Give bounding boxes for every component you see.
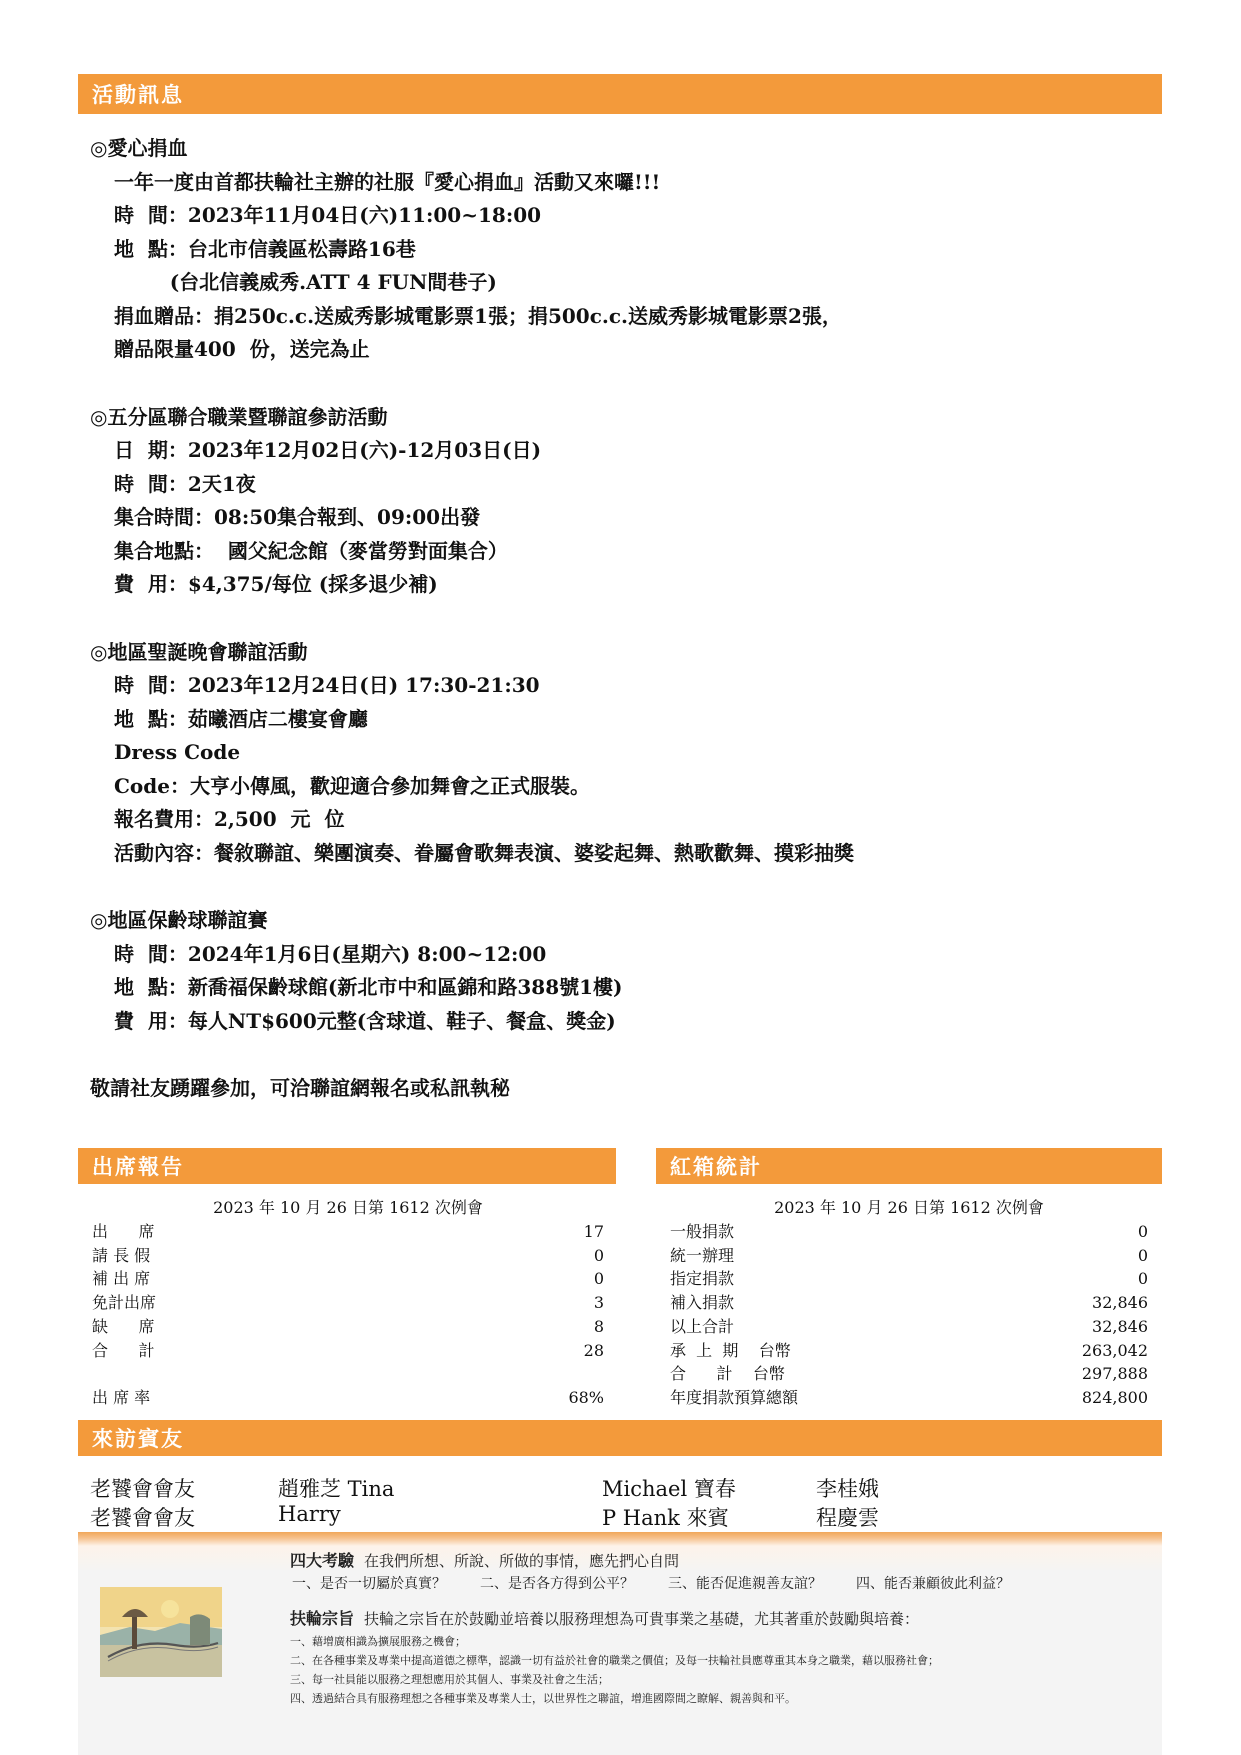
redbox-label: 合 計 台幣	[670, 1364, 785, 1384]
attendance-header-bar	[78, 1148, 616, 1184]
attendance-row	[92, 1220, 604, 1244]
activity-block	[90, 904, 1150, 1038]
attendance-value: 8	[593, 1316, 604, 1336]
redbox-row	[670, 1386, 1148, 1410]
visitor-name: P Hank 來賓	[602, 1506, 729, 1530]
redbox-value: 297,888	[1081, 1364, 1148, 1384]
attendance-value: 17	[583, 1222, 604, 1241]
redbox-meeting: 2023 年 10 月 26 日第 1612 次例會	[774, 1198, 1044, 1217]
four-way-test-intro: 在我們所想、所說、所做的事情，應先捫心自問	[364, 1552, 680, 1570]
attendance-value: 0	[593, 1245, 604, 1265]
visitors-list	[90, 1473, 1150, 1531]
redbox-header-title: 紅箱統計	[670, 1154, 762, 1179]
redbox-value: 0	[1137, 1245, 1148, 1265]
attendance-rate-value: 68%	[568, 1387, 604, 1407]
attendance-label: 補 出 席	[92, 1269, 151, 1289]
landscape-painting-image	[100, 1587, 222, 1677]
visitors-header-bar	[78, 1420, 1162, 1456]
activity-detail-line: 地 點：台北市信義區松壽路16巷	[114, 236, 416, 261]
redbox-label: 以上合計	[670, 1316, 735, 1336]
activity-detail-line: 集合時間：08:50集合報到、09:00出發	[114, 505, 481, 529]
activity-detail-line: 時 間：2024年1月6日(星期六) 8:00~12:00	[114, 941, 547, 966]
attendance-label: 缺 席	[92, 1316, 155, 1336]
activity-header-bar	[78, 74, 1162, 114]
activity-detail-line: Dress Code	[114, 740, 241, 764]
visitor-name: 李桂娥	[816, 1477, 879, 1501]
activity-detail-line: 費 用：每人NT$600元整(含球道、鞋子、餐盒、獎金)	[114, 1008, 616, 1033]
activity-title: ◎愛心捐血	[90, 136, 188, 160]
redbox-row	[670, 1220, 1148, 1244]
redbox-row	[670, 1291, 1148, 1315]
activity-detail-line: 地 點：新喬福保齡球館(新北市中和區錦和路388號1樓)	[114, 975, 623, 999]
redbox-table	[670, 1196, 1148, 1410]
redbox-row	[670, 1244, 1148, 1268]
attendance-label: 請 長 假	[92, 1245, 151, 1265]
redbox-label: 一般捐款	[670, 1222, 735, 1241]
four-way-questions	[290, 1572, 1150, 1596]
attendance-table	[92, 1196, 604, 1410]
activity-detail-line: Code：大亨小傳風，歡迎適合參加舞會之正式服裝。	[114, 773, 590, 798]
redbox-value: 0	[1137, 1222, 1148, 1241]
activity-list	[90, 132, 1150, 1101]
attendance-label: 免計出席	[92, 1293, 157, 1313]
four-way-test-title: 四大考驗	[290, 1551, 355, 1570]
attendance-value: 3	[593, 1293, 604, 1313]
activity-detail-line: 捐血贈品：捐250c.c.送威秀影城電影票1張；捐500c.c.送威秀影城電影票2張，	[114, 303, 842, 328]
attendance-row	[92, 1315, 604, 1339]
activity-title: ◎五分區聯合職業暨聯誼參訪活動	[90, 404, 388, 429]
attendance-value: 0	[593, 1269, 604, 1289]
activity-detail-line: 活動內容：餐敘聯誼、樂團演奏、眷屬會歌舞表演、婆娑起舞、熱歌歡舞、摸彩抽獎	[114, 840, 854, 865]
redbox-row	[670, 1315, 1148, 1339]
activity-detail-line: 費 用：$4,375/每位 (採多退少補)	[114, 572, 438, 596]
redbox-value: 263,042	[1081, 1340, 1148, 1360]
visitor-row	[90, 1502, 1150, 1531]
redbox-value: 824,800	[1081, 1387, 1148, 1407]
activity-detail-line: 贈品限量400 份，送完為止	[114, 337, 370, 361]
rotary-object-item: 二、在各種事業及專業中提高道德之標準，認識一切有益於社會的職業之價值；及每一扶輪社員應尊重其本身之職業，藉以服務社會；	[290, 1654, 939, 1667]
activity-block	[90, 132, 1150, 367]
activity-title: ◎地區聖誕晚會聯誼活動	[90, 639, 308, 664]
four-way-question: 三、能否促進親善友誼？	[668, 1576, 822, 1592]
visitor-name: 程慶雲	[816, 1506, 879, 1530]
attendance-row	[92, 1244, 604, 1268]
activity-closing-note: 敬請社友踴躍參加，可洽聯誼網報名或私訊執秘	[90, 1076, 510, 1100]
four-way-question: 四、能否兼顧彼此利益？	[856, 1576, 1010, 1592]
attendance-header-title: 出席報告	[92, 1154, 184, 1179]
rotary-footer	[78, 1532, 1162, 1755]
rotary-object-title: 扶輪宗旨	[290, 1609, 355, 1628]
visitor-name: 趙雅芝 Tina	[278, 1477, 395, 1501]
redbox-label: 指定捐款	[670, 1269, 735, 1289]
attendance-row	[92, 1339, 604, 1363]
activity-detail-line: 集合地點： 國父紀念館（麥當勞對面集合）	[114, 538, 508, 563]
visitors-header-title: 來訪賓友	[92, 1426, 184, 1451]
activity-detail-line: 時 間：2天1夜	[114, 471, 256, 496]
redbox-value: 0	[1137, 1269, 1148, 1289]
redbox-row	[670, 1267, 1148, 1291]
visitor-name: 老饕會會友	[90, 1477, 195, 1501]
rotary-object-item: 一、藉增廣相識為擴展服務之機會；	[290, 1635, 466, 1648]
redbox-label: 統一辦理	[670, 1245, 735, 1265]
rotary-object-item: 四、透過結合具有服務理想之各種事業及專業人士，以世界性之聯誼，增進國際間之瞭解、親善與和平。	[290, 1692, 796, 1705]
rotary-object-item: 三、每一社員能以服務之理想應用於其個人、事業及社會之生活；	[290, 1673, 609, 1686]
attendance-value: 28	[583, 1340, 604, 1360]
redbox-row	[670, 1362, 1148, 1386]
attendance-row	[92, 1291, 604, 1315]
attendance-label: 合 計	[92, 1340, 155, 1360]
activity-block	[90, 636, 1150, 871]
visitor-name: Michael 寶春	[602, 1477, 736, 1501]
activity-detail-line: 一年一度由首都扶輪社主辦的社服『愛心捐血』活動又來囉!!!	[114, 169, 661, 194]
redbox-row	[670, 1339, 1148, 1363]
rotary-object-intro: 扶輪之宗旨在於鼓勵並培養以服務理想為可貴事業之基礎，尤其著重於鼓勵與培養：	[364, 1610, 920, 1628]
attendance-row	[92, 1267, 604, 1291]
redbox-label: 年度捐款預算總額	[670, 1387, 799, 1407]
redbox-label: 承 上 期 台幣	[670, 1340, 791, 1360]
activity-detail-line: 地 點：茹曦酒店二樓宴會廳	[114, 706, 368, 731]
redbox-value: 32,846	[1092, 1316, 1148, 1336]
redbox-header-bar	[656, 1148, 1162, 1184]
redbox-label: 補入捐款	[670, 1293, 735, 1313]
attendance-label: 出 席	[92, 1222, 155, 1241]
visitor-row	[90, 1473, 1150, 1502]
four-way-question: 一、是否一切屬於真實？	[292, 1576, 446, 1592]
activity-title: ◎地區保齡球聯誼賽	[90, 908, 268, 932]
activity-detail-line: 時 間：2023年12月24日(日) 17:30-21:30	[114, 673, 540, 697]
visitor-name: 老饕會會友	[90, 1506, 195, 1530]
redbox-value: 32,846	[1092, 1293, 1148, 1313]
activity-header-title: 活動訊息	[92, 82, 184, 107]
attendance-rate-label: 出 席 率	[92, 1387, 151, 1407]
four-way-question: 二、是否各方得到公平？	[480, 1576, 634, 1592]
activity-detail-line: 日 期：2023年12月02日(六)-12月03日(日)	[114, 438, 542, 462]
visitor-name: Harry	[278, 1502, 341, 1526]
activity-detail-line: 報名費用：2,500 元 位	[114, 807, 345, 831]
activity-detail-line: (台北信義威秀.ATT 4 FUN間巷子)	[114, 270, 497, 294]
activity-detail-line: 時 間：2023年11月04日(六)11:00~18:00	[114, 203, 542, 227]
attendance-rate-row	[92, 1386, 604, 1410]
activity-block	[90, 401, 1150, 602]
attendance-meeting: 2023 年 10 月 26 日第 1612 次例會	[213, 1198, 483, 1217]
